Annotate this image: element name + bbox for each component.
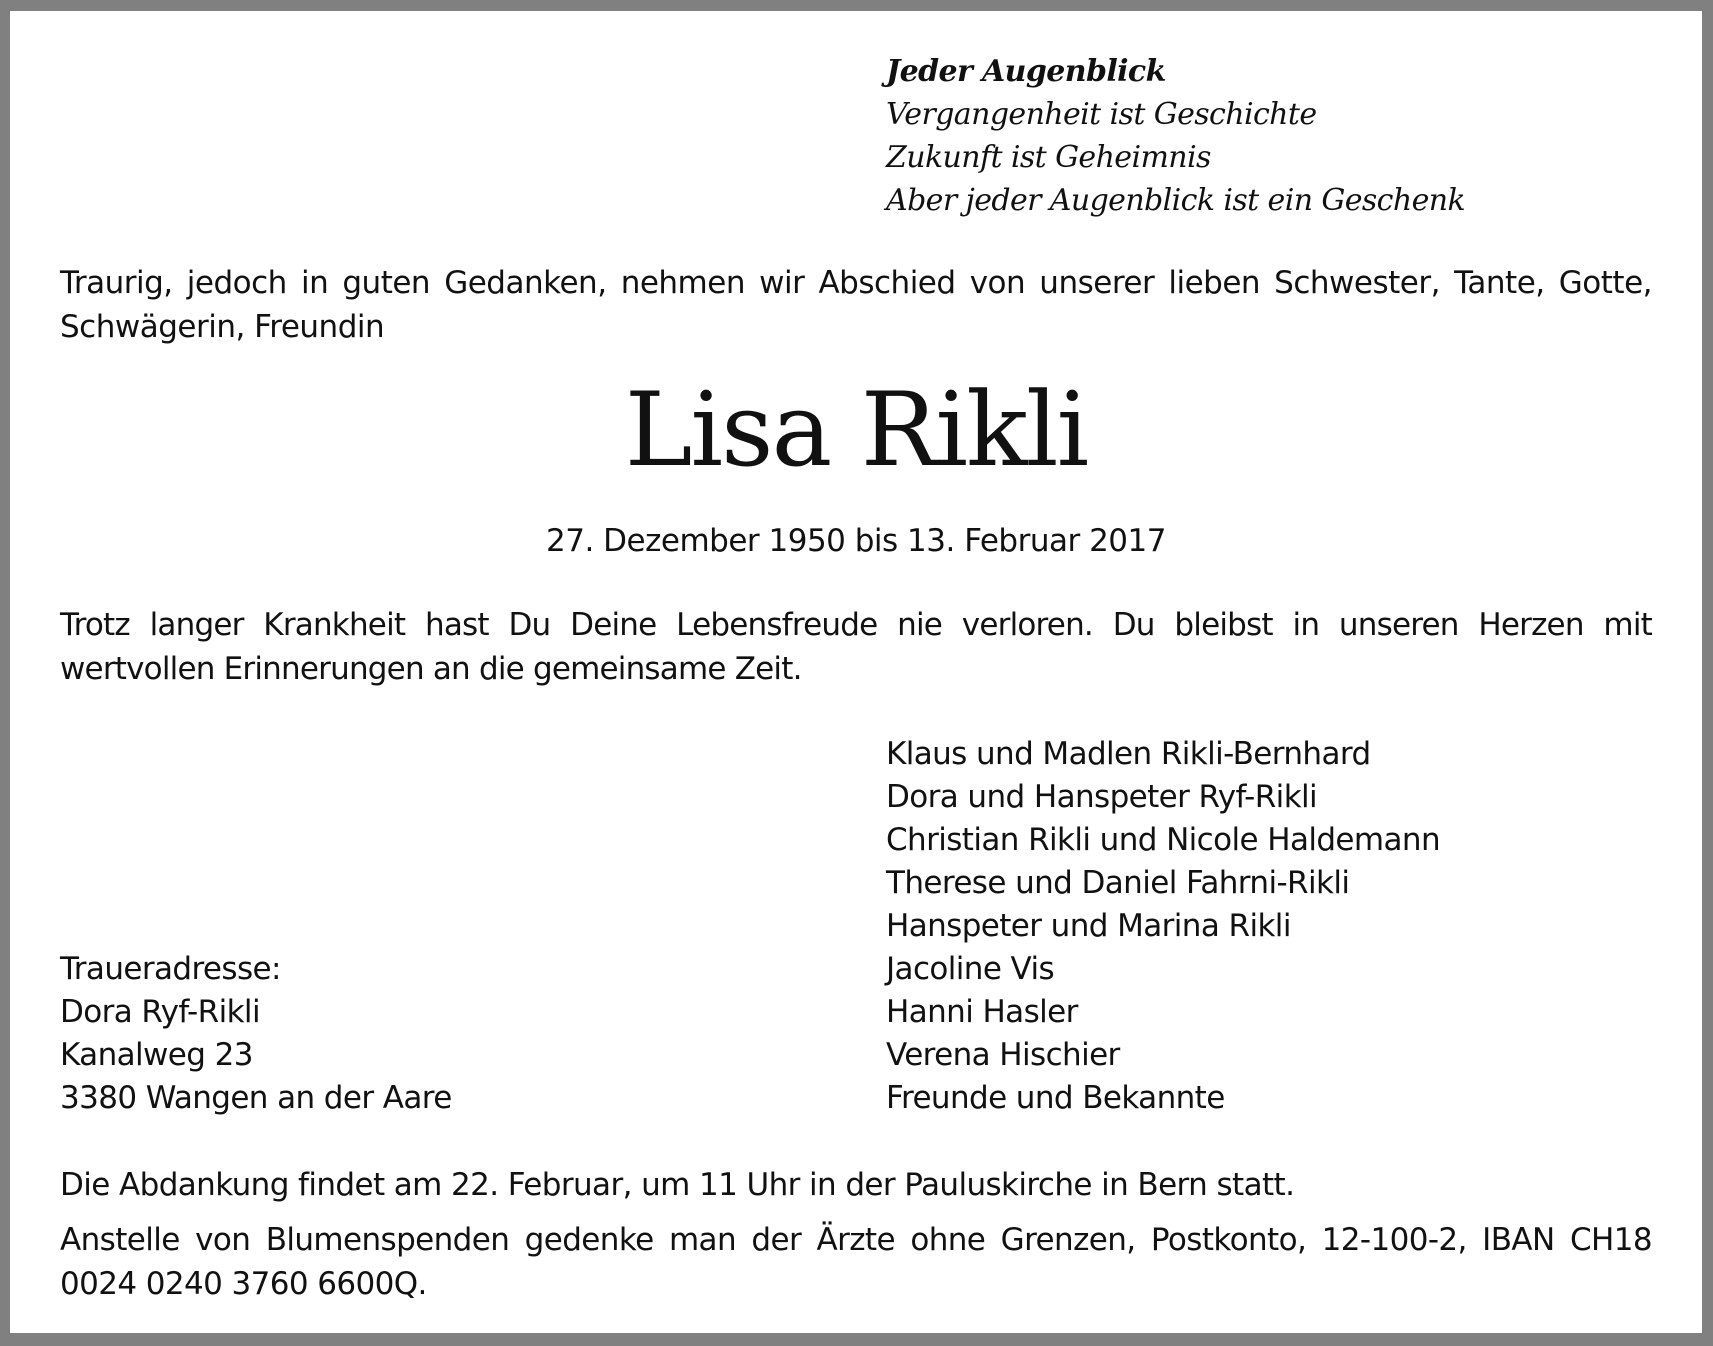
address-label: Traueradresse: (60, 951, 281, 987)
mourners-list (886, 733, 1440, 1120)
poem-line: Vergangenheit ist Geschichte (886, 97, 1317, 132)
donation-info: Anstelle von Blumenspenden gedenke man der Ärzte ohne Grenzen, Postkonto, 12-100-2, IBAN CH18 0024 0240 3760 6600Q. (60, 1222, 1652, 1302)
mourner-entry: Dora und Hanspeter Ryf-Rikli (886, 779, 1318, 815)
life-dates: 27. Dezember 1950 bis 13. Februar 2017 (546, 523, 1166, 559)
mourner-entry: Jacoline Vis (886, 951, 1055, 987)
memorial-message: Trotz langer Krankheit hast Du Deine Lebensfreude nie verloren. Du bleibst in unseren Herzen mit wertvollen Erinnerungen an die gemeinsame Zeit. (60, 607, 1652, 687)
service-info: Die Abdankung findet am 22. Februar, um 11 Uhr in der Pauluskirche in Bern statt. (60, 1167, 1295, 1203)
mourning-address (60, 948, 452, 1120)
mourner-entry: Therese und Daniel Fahrni-Rikli (886, 865, 1350, 901)
mourner-entry: Christian Rikli und Nicole Haldemann (886, 822, 1440, 858)
mourner-entry: Hanspeter und Marina Rikli (886, 908, 1291, 944)
mourner-entry: Klaus und Madlen Rikli-Bernhard (886, 736, 1371, 772)
address-street: Kanalweg 23 (60, 1037, 253, 1073)
poem (886, 50, 1465, 222)
poem-title: Jeder Augenblick (886, 54, 1166, 89)
address-city: 3380 Wangen an der Aare (60, 1080, 452, 1116)
mourner-entry: Verena Hischier (886, 1037, 1120, 1073)
intro-text: Traurig, jedoch in guten Gedanken, nehmen wir Abschied von unserer lieben Schwester, Tante, Gotte, Schwägerin, Freundin (60, 265, 1652, 345)
poem-line: Zukunft ist Geheimnis (886, 140, 1211, 175)
obituary-notice (10, 11, 1702, 1333)
address-name: Dora Ryf-Rikli (60, 994, 260, 1030)
mourner-entry: Freunde und Bekannte (886, 1080, 1225, 1116)
poem-line: Aber jeder Augenblick ist ein Geschenk (886, 183, 1466, 218)
mourner-entry: Hanni Hasler (886, 994, 1078, 1030)
deceased-name: Lisa Rikli (624, 371, 1088, 490)
